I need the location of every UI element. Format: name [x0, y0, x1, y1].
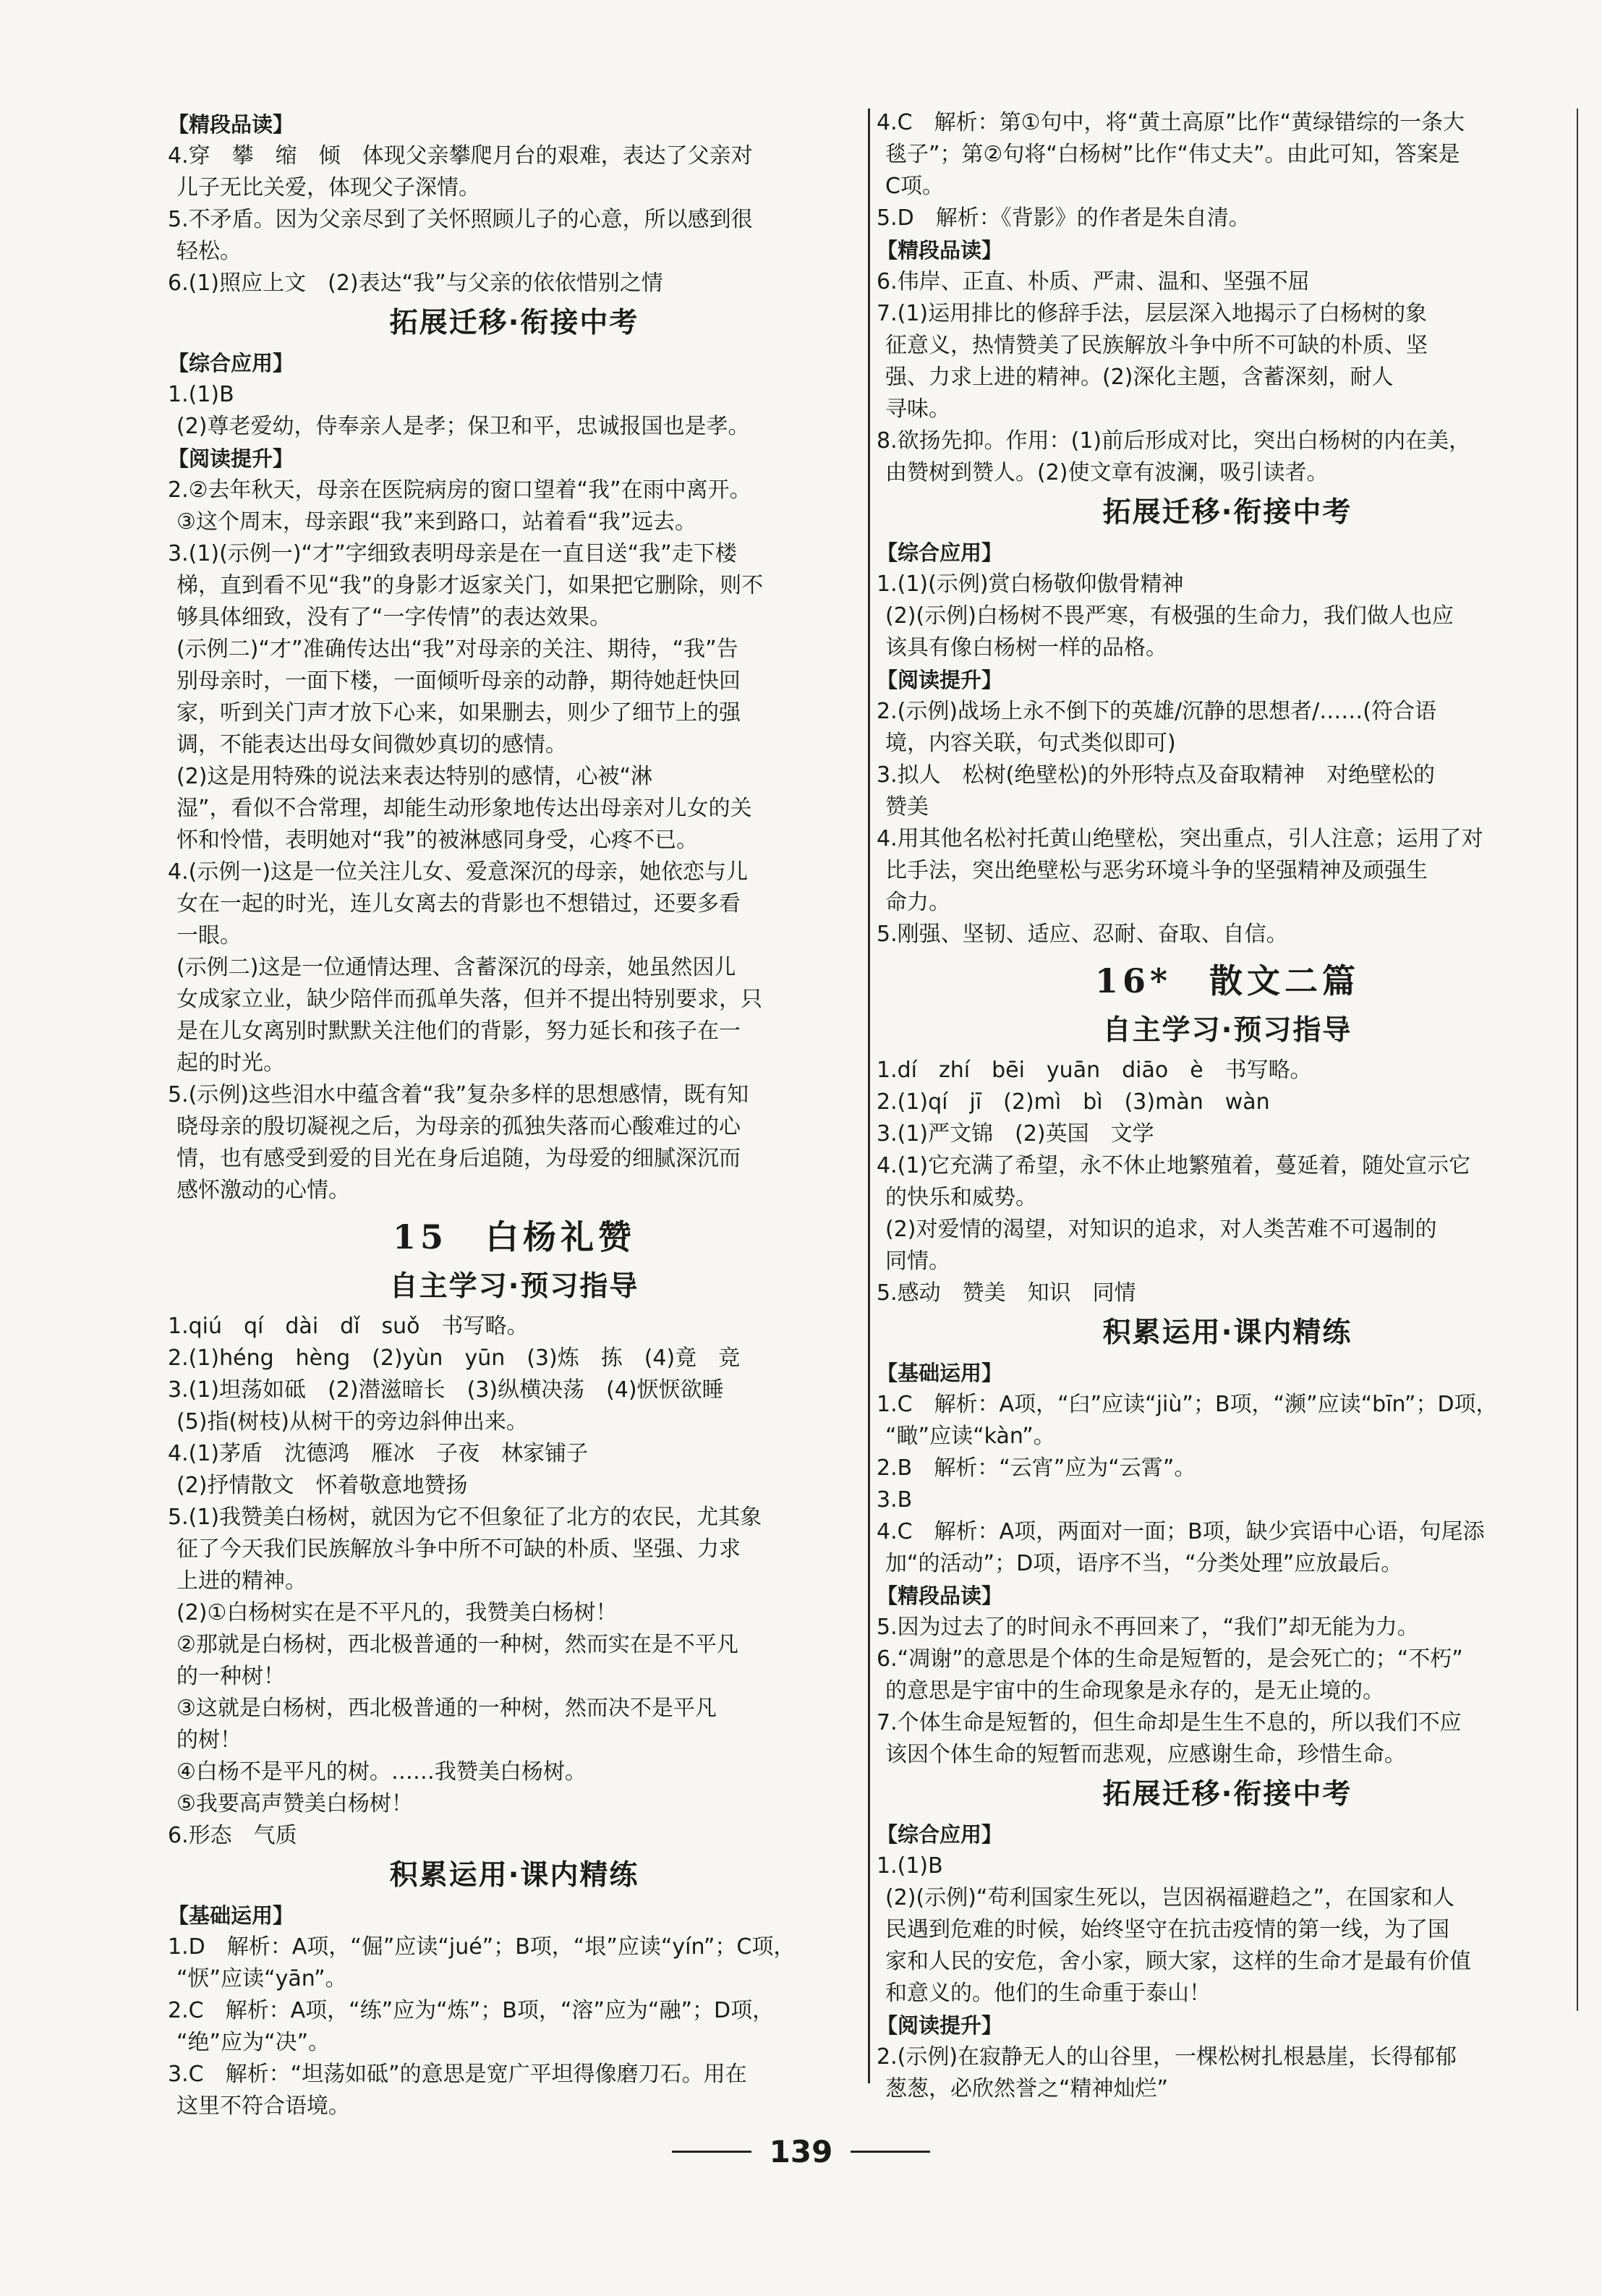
answer-line: 4.穿 攀 缩 倾 体现父亲攀爬月台的艰难，表达了父亲对	[168, 143, 753, 169]
answer-line-continued: 家，听到关门声才放下心来，如果删去，则少了细节上的强	[176, 700, 741, 726]
answer-line: 3.(1)坦荡如砥 (2)潜滋暗长 (3)纵横决荡 (4)恹恹欲睡	[168, 1377, 724, 1403]
answer-line-continued: (2)对爱情的渴望，对知识的追求，对人类苦难不可遏制的	[885, 1217, 1437, 1242]
answer-line: 2.②去年秋天，母亲在医院病房的窗口望着“我”在雨中离开。	[168, 477, 751, 503]
answer-line: 4.C 解析：第①句中，将“黄土高原”比作“黄绿错综的一条大	[877, 110, 1465, 135]
answer-line-continued: (2)尊老爱幼，侍奉亲人是孝；保卫和平，忠诚报国也是孝。	[176, 414, 750, 439]
section-heading: 积累运用·课内精练	[389, 1859, 639, 1892]
answer-line-continued: 该因个体生命的短暂而悲观，应感谢生命，珍惜生命。	[885, 1742, 1406, 1767]
answer-line-continued: 的快乐和威势。	[885, 1185, 1037, 1210]
answer-line-continued: 同情。	[885, 1249, 950, 1274]
answer-line-continued: (示例二)这是一位通情达理、含蓄深沉的母亲，她虽然因儿	[176, 955, 736, 980]
answer-line-continued: 的一种树！	[176, 1664, 285, 1689]
answer-line-continued: 命力。	[885, 890, 950, 915]
answer-line: 2.B 解析：“云宵”应为“云霄”。	[877, 1455, 1196, 1481]
page-footer	[0, 2134, 1602, 2169]
answer-line: 4.(1)它充满了希望，永不休止地繁殖着，蔓延着，随处宣示它	[877, 1153, 1471, 1178]
answer-line-continued: (2)①白杨树实在是不平凡的，我赞美白杨树！	[176, 1600, 618, 1625]
answer-line-continued: 的意思是宇宙中的生命现象是永存的，是无止境的。	[885, 1678, 1384, 1704]
answer-line-continued: 该具有像白杨树一样的品格。	[885, 635, 1167, 660]
answer-line-continued: ③这就是白杨树，西北极普通的一种树，然而决不是平凡	[176, 1696, 717, 1721]
section-tag: 【综合应用】	[877, 540, 1003, 565]
section-tag: 【基础运用】	[877, 1361, 1003, 1385]
answer-line-continued: 由赞树到赞人。(2)使文章有波澜，吸引读者。	[885, 460, 1329, 485]
footer-dash-right	[851, 2151, 930, 2153]
answer-line: 3.(1)严文锦 (2)英国 文学	[877, 1121, 1154, 1147]
answer-line: 3.B	[877, 1487, 913, 1513]
answer-line: 2.(示例)战场上永不倒下的英雄/沉静的思想者/……(符合语	[877, 699, 1436, 724]
answer-line-continued: 赞美	[885, 794, 929, 820]
answer-line-continued: 强、力求上进的精神。(2)深化主题，含蓄深刻，耐人	[885, 365, 1394, 390]
answer-line: 1.(1)(示例)赏白杨敬仰傲骨精神	[877, 571, 1184, 597]
answer-line-continued: 女在一起的时光，连儿女离去的背影也不想错过，还要多看	[176, 891, 741, 917]
answer-line-continued: 梯，直到看不见“我”的身影才返家关门，如果把它删除，则不	[176, 573, 764, 598]
answer-line-continued: “瞰”应读“kàn”。	[885, 1424, 1055, 1449]
section-heading: 拓展迁移·衔接中考	[389, 307, 639, 339]
answer-line: 6.(1)照应上文 (2)表达“我”与父亲的依依惜别之情	[168, 271, 663, 296]
section-heading: 自主学习·预习指导	[389, 1270, 639, 1303]
answer-line-continued: 征意义，热情赞美了民族解放斗争中所不可缺的朴质、坚	[885, 333, 1428, 358]
answer-line-continued: 女成家立业，缺少陪伴而孤单失落，但并不提出特别要求，只	[176, 987, 762, 1012]
answer-line: 2.(1)qí jī (2)mì bì (3)màn wàn	[877, 1089, 1270, 1115]
answer-line-continued: (2)抒情散文 怀着敬意地赞扬	[176, 1473, 468, 1498]
answer-line-continued: 够具体细致，没有了“一字传情”的表达效果。	[176, 605, 612, 630]
answer-line: 5.不矛盾。因为父亲尽到了关怀照顾儿子的心意，所以感到很	[168, 207, 753, 232]
section-tag: 【阅读提升】	[877, 2013, 1003, 2038]
answer-line-continued: 轻松。	[176, 239, 242, 264]
answer-line-continued: 别母亲时，一面下楼，一面倾听母亲的动静，期待她赶快回	[176, 668, 741, 694]
answer-line-continued: 的树！	[176, 1727, 242, 1753]
section-tag: 【基础运用】	[168, 1903, 294, 1928]
answer-line-continued: 感怀激动的心情。	[176, 1178, 350, 1203]
answer-line-continued: 征了今天我们民族解放斗争中所不可缺的朴质、坚强、力求	[176, 1536, 741, 1562]
lesson-title: 15 白杨礼赞	[392, 1217, 636, 1257]
left-column	[168, 109, 861, 2124]
section-heading: 拓展迁移·衔接中考	[1102, 1778, 1352, 1811]
answer-line: 4.C 解析：A项，两面对一面；B项，缺少宾语中心语，句尾添	[877, 1519, 1485, 1544]
answer-line-continued: 毯子”；第②句将“白杨树”比作“伟丈夫”。由此可知，答案是	[885, 142, 1460, 167]
answer-line: 2.(1)héng hèng (2)yùn yūn (3)炼 拣 (4)竟 竞	[168, 1345, 741, 1371]
answer-line-continued: 上进的精神。	[176, 1568, 307, 1594]
answer-line-continued: 晓母亲的殷切凝视之后，为母亲的孤独失落而心酸难过的心	[176, 1114, 741, 1139]
column-divider	[868, 109, 870, 2083]
answer-line: 1.dí zhí bēi yuān diāo è 书写略。	[877, 1058, 1312, 1083]
answer-line: 7.个体生命是短暂的，但生命却是生生不息的，所以我们不应	[877, 1710, 1462, 1735]
answer-line: 6.“凋谢”的意思是个体的生命是短暂的，是会死亡的；“不朽”	[877, 1646, 1463, 1672]
answer-line-continued: C项。	[885, 174, 944, 199]
answer-line-continued: (示例二)“才”准确传达出“我”对母亲的关注、期待，“我”告	[176, 637, 738, 662]
section-tag: 【综合应用】	[168, 351, 294, 375]
section-tag: 【阅读提升】	[877, 668, 1003, 692]
answer-line-continued: 情，也有感受到爱的目光在身后追随，为母爱的细腻深沉而	[176, 1146, 741, 1171]
section-tag: 【精段品读】	[877, 238, 1003, 263]
answer-line: 8.欲扬先抑。作用：(1)前后形成对比，突出白杨树的内在美，	[877, 428, 1471, 454]
section-heading: 自主学习·预习指导	[1102, 1014, 1352, 1047]
answer-line-continued: 比手法，突出绝壁松与恶劣环境斗争的坚强精神及顽强生	[885, 858, 1428, 883]
answer-line: 4.用其他名松衬托黄山绝壁松，突出重点，引人注意；运用了对	[877, 826, 1483, 851]
answer-line-continued: 起的时光。	[176, 1050, 285, 1076]
answer-line: 1.C 解析：A项，“臼”应读“jiù”；B项，“濒”应读“bīn”；D项，	[877, 1392, 1498, 1417]
answer-line: 4.(示例一)这是一位关注儿女、爱意深沉的母亲，她依恋与儿	[168, 859, 749, 885]
answer-line: 7.(1)运用排比的修辞手法，层层深入地揭示了白杨树的象	[877, 301, 1428, 326]
answer-line: 1.(1)B	[877, 1853, 943, 1879]
answer-line-continued: (2)这是用特殊的说法来表达特别的感情，心被“淋	[176, 764, 653, 789]
answer-line-continued: 儿子无比关爱，体现父子深情。	[176, 175, 480, 200]
answer-line: 2.(示例)在寂静无人的山谷里，一棵松树扎根悬崖，长得郁郁	[877, 2044, 1457, 2070]
answer-line-continued: 和意义的。他们的生命重于泰山！	[885, 1981, 1211, 2006]
answer-line-continued: 境，内容关联，句式类似即可)	[885, 731, 1176, 756]
answer-line: 5.(示例)这些泪水中蕴含着“我”复杂多样的思想感情，既有知	[168, 1082, 749, 1107]
answer-line: 3.(1)(示例一)“才”字细致表明母亲是在一直目送“我”走下楼	[168, 541, 737, 566]
answer-line: 6.伟岸、正直、朴质、严肃、温和、坚强不屈	[877, 269, 1310, 294]
answer-line-continued: ③这个周末，母亲跟“我”来到路口，站着看“我”远去。	[176, 509, 697, 535]
answer-line-continued: 民遇到危难的时候，始终坚守在抗击疫情的第一线，为了国	[885, 1917, 1449, 1942]
answer-line-continued: (2)(示例)“苟利国家生死以，岂因祸福避趋之”，在国家和人	[885, 1885, 1454, 1910]
section-tag: 【精段品读】	[877, 1583, 1003, 1608]
answer-line-continued: 一眼。	[176, 923, 242, 948]
section-heading: 拓展迁移·衔接中考	[1102, 496, 1352, 529]
answer-line: 4.(1)茅盾 沈德鸿 雁冰 子夜 林家铺子	[168, 1441, 589, 1466]
answer-line-continued: (5)指(树枝)从树干的旁边斜伸出来。	[176, 1409, 528, 1434]
section-heading: 积累运用·课内精练	[1102, 1317, 1352, 1349]
answer-line: 2.C 解析：A项，“练”应为“炼”；B项，“溶”应为“融”；D项，	[168, 1998, 775, 2023]
footer-dash-left	[672, 2151, 751, 2153]
answer-line-continued: 寻味。	[885, 396, 950, 422]
section-tag: 【综合应用】	[877, 1822, 1003, 1847]
answer-line-continued: 加“的活动”；D项，语序不当，“分类处理”应放最后。	[885, 1551, 1403, 1576]
page-number: 139	[769, 2134, 833, 2169]
answer-line: 1.(1)B	[168, 382, 234, 407]
answer-line: 5.(1)我赞美白杨树，就因为它不但象征了北方的农民，尤其象	[168, 1505, 762, 1530]
page-edge-line	[1577, 109, 1578, 2011]
answer-line-continued: “绝”应为“决”。	[176, 2030, 331, 2055]
answer-line-continued: “恹”应读“yān”。	[176, 1966, 347, 1991]
answer-line: 3.C 解析：“坦荡如砥”的意思是宽广平坦得像磨刀石。用在	[168, 2062, 747, 2087]
answer-line-continued: 怀和怜惜，表明她对“我”的被淋感同身受，心疼不已。	[176, 828, 699, 853]
answer-line: 5.D 解析：《背影》的作者是朱自清。	[877, 205, 1251, 231]
answer-line: 5.刚强、坚韧、适应、忍耐、奋取、自信。	[877, 922, 1288, 947]
answer-line-continued: ②那就是白杨树，西北极普通的一种树，然而实在是不平凡	[176, 1632, 738, 1657]
right-column	[877, 109, 1578, 2106]
answer-line-continued: 这里不符合语境。	[176, 2093, 350, 2119]
answer-line: 6.形态 气质	[168, 1823, 297, 1848]
answer-line: 1.D 解析：A项，“倔”应读“jué”；B项，“垠”应读“yín”；C项，	[168, 1934, 796, 1960]
answer-line-continued: ⑤我要高声赞美白杨树！	[176, 1791, 413, 1816]
answer-line: 3.拟人 松树(绝壁松)的外形特点及奋取精神 对绝壁松的	[877, 762, 1436, 788]
answer-line-continued: ④白杨不是平凡的树。……我赞美白杨树。	[176, 1759, 587, 1785]
answer-line: 5.因为过去了的时间永不再回来了，“我们”却无能为力。	[877, 1615, 1419, 1640]
answer-line-continued: 湿”，看似不合常理，却能生动形象地传达出母亲对儿女的关	[176, 796, 752, 821]
section-tag: 【阅读提升】	[168, 446, 294, 471]
answer-line: 1.qiú qí dài dǐ suǒ 书写略。	[168, 1314, 529, 1339]
answer-line-continued: 家和人民的安危，舍小家，顾大家，这样的生命才是最有价值	[885, 1949, 1471, 1974]
answer-line-continued: 是在儿女离别时默默关注他们的背影，努力延长和孩子在一	[176, 1019, 741, 1044]
answer-line: 5.感动 赞美 知识 同情	[877, 1280, 1136, 1306]
answer-line-continued: (2)(示例)白杨树不畏严寒，有极强的生命力，我们做人也应	[885, 603, 1454, 629]
answer-line-continued: 葱葱，必欣然誉之“精神灿烂”	[885, 2076, 1169, 2101]
lesson-title: 16* 散文二篇	[1094, 961, 1360, 1000]
section-tag: 【精段品读】	[168, 112, 294, 137]
answer-line-continued: 调，不能表达出母女间微妙真切的感情。	[176, 732, 567, 757]
